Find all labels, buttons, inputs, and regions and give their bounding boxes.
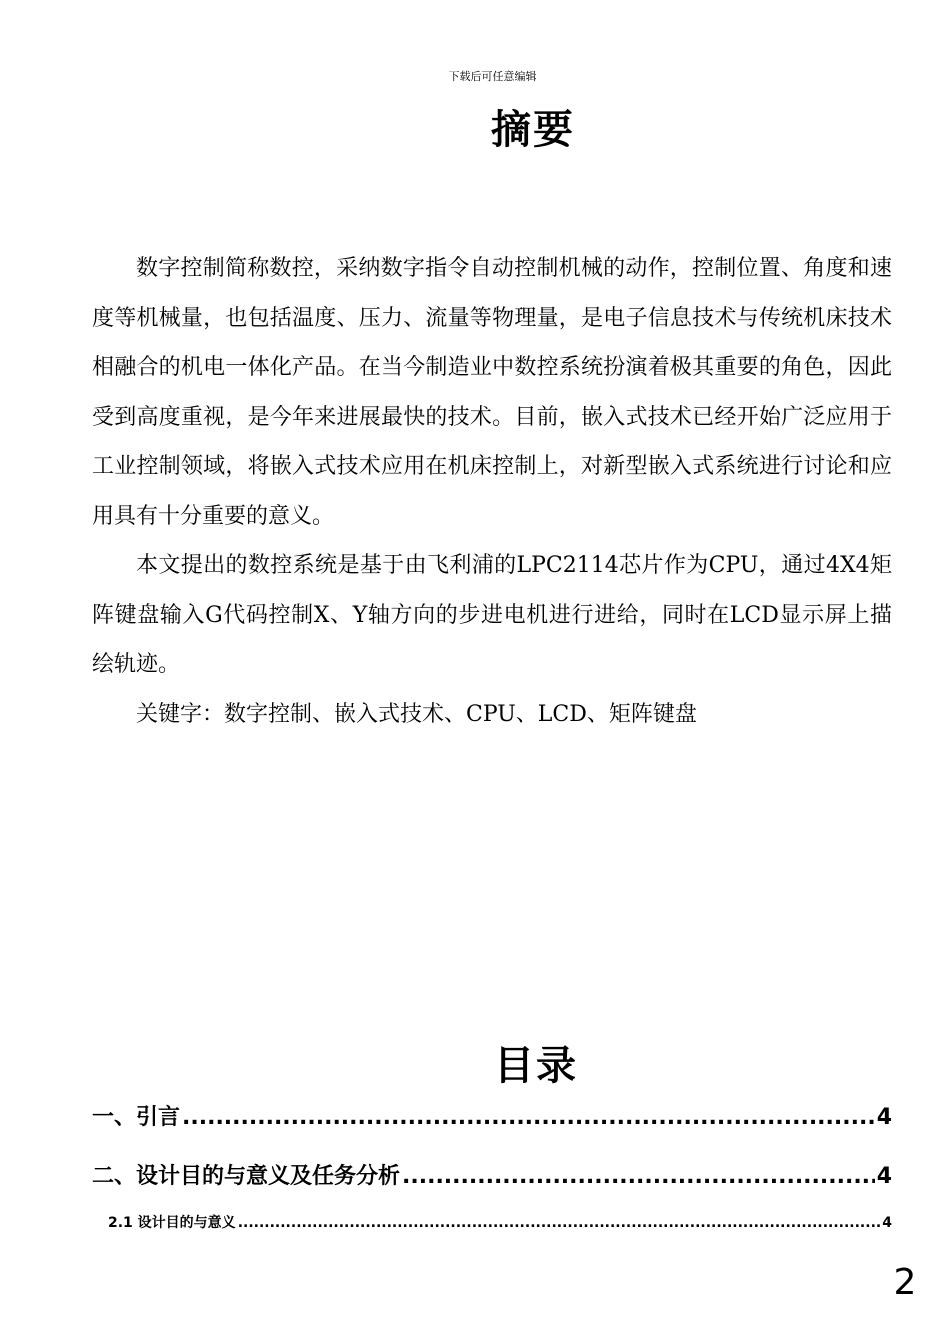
- toc-entry-page: 4: [882, 1215, 892, 1231]
- toc-entry-introduction[interactable]: [92, 1100, 892, 1131]
- toc-entry-design-purpose[interactable]: [92, 1159, 892, 1190]
- toc-entry-page: 4: [876, 1105, 892, 1130]
- toc-leader-dots: [238, 1215, 881, 1231]
- page-number: 2: [893, 1262, 917, 1303]
- abstract-paragraph: 本文提出的数控系统是基于由飞利浦的LPC2114芯片作为CPU，通过4X4矩阵键盘输入G代码控制X、Y轴方向的步进电机进行进给，同时在LCD显示屏上描绘轨迹。: [92, 553, 892, 677]
- toc-entry-section-2-1[interactable]: [108, 1212, 892, 1232]
- toc-title: 目录: [494, 1043, 578, 1089]
- abstract-title: 摘要: [491, 107, 575, 153]
- toc-entry-label: 二、设计目的与意义及任务分析: [92, 1164, 401, 1189]
- abstract-body: [92, 244, 892, 739]
- abstract-paragraph: 数字控制简称数控，采纳数字指令自动控制机械的动作，控制位置、角度和速度等机械量，也包括温度、压力、流量等物理量，是电子信息技术与传统机床技术相融合的机电一体化产品。在当今制造业中数控系统扮演着极其重要的角色，因此受到高度重视，是今年来进展最快的技术。目前，嵌入式技术已经开始广泛应用于工业控制领域，将嵌入式技术应用在机床控制上，对新型嵌入式系统进行讨论和应用具有十分重要的意义。: [92, 256, 892, 529]
- toc-leader-dots: [402, 1164, 875, 1189]
- toc-entry-label: 2.1 设计目的与意义: [108, 1215, 236, 1231]
- header-note: 下载后可任意编辑: [448, 70, 537, 83]
- toc-leader-dots: [182, 1105, 875, 1130]
- toc-entry-page: 4: [876, 1164, 892, 1189]
- keywords-paragraph: 关键字：数字控制、嵌入式技术、CPU、LCD、矩阵键盘: [136, 701, 697, 727]
- toc-entry-label: 一、引言: [92, 1105, 181, 1130]
